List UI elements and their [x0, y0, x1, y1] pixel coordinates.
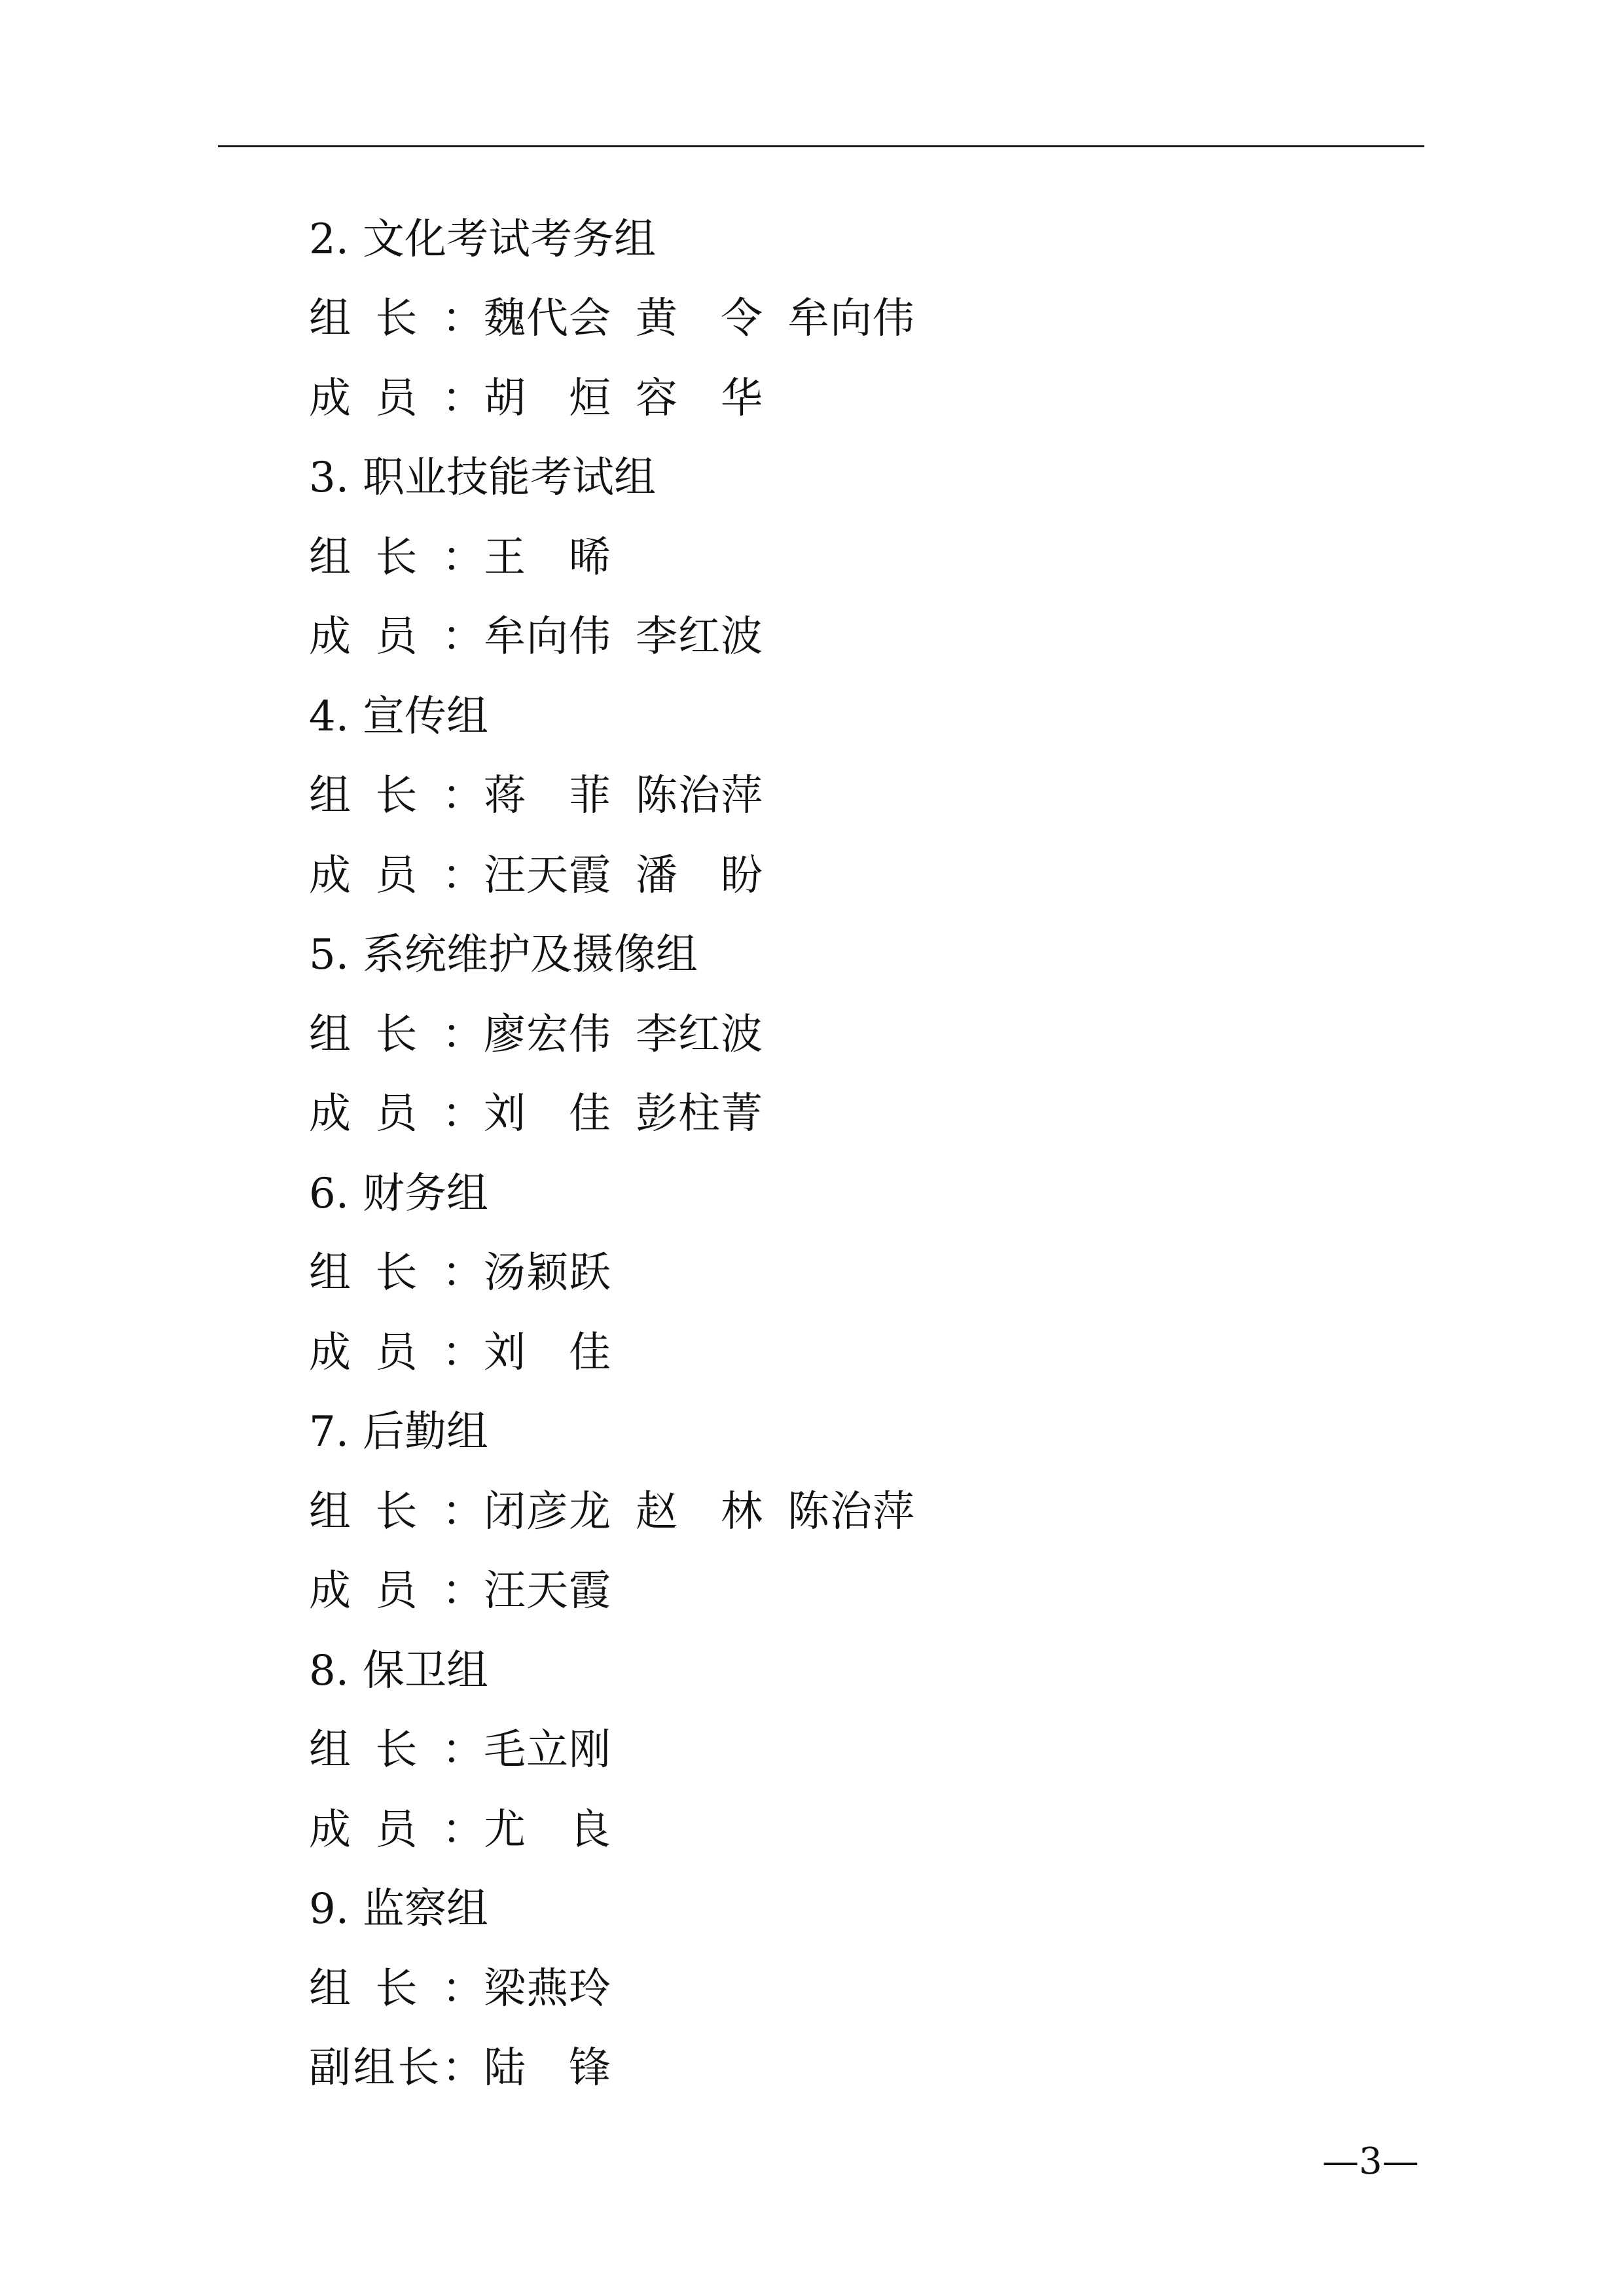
group-heading [309, 1631, 1422, 1711]
member-row [309, 1790, 1422, 1870]
member-row [309, 2029, 1422, 2109]
role-label: 成员： [309, 613, 484, 662]
role-label: 组长： [309, 1010, 484, 1059]
member-name: 黄令 [636, 295, 763, 344]
group-title: 保卫组 [363, 1646, 488, 1695]
header-rule [218, 145, 1424, 147]
member-name: 王晞 [484, 533, 611, 582]
member-name: 魏代会 [484, 295, 611, 344]
member-name: 汪天霞 [484, 1567, 611, 1616]
group-number: 5. [309, 931, 350, 980]
group-heading [309, 677, 1422, 757]
group-heading [309, 916, 1422, 996]
member-row [309, 1552, 1422, 1632]
group-heading [309, 1870, 1422, 1950]
role-label: 成员： [309, 1090, 484, 1139]
member-row [309, 1313, 1422, 1393]
role-label: 组长： [309, 1487, 484, 1536]
member-row [309, 1711, 1422, 1791]
member-row [309, 995, 1422, 1075]
group-title: 文化考试考务组 [363, 215, 656, 264]
member-name: 胡烜 [484, 374, 611, 423]
group-title: 后勤组 [363, 1408, 488, 1457]
role-label: 组长： [309, 533, 484, 582]
member-name: 陈治萍 [787, 1487, 914, 1536]
member-row [309, 1949, 1422, 2029]
group-number: 8. [309, 1646, 350, 1695]
member-name: 牟向伟 [787, 295, 914, 344]
member-name: 容华 [636, 374, 763, 423]
member-name: 潘盼 [636, 851, 763, 900]
member-row [309, 518, 1422, 598]
member-row [309, 1234, 1422, 1314]
member-name: 廖宏伟 [484, 1010, 611, 1059]
member-name: 刘佳 [484, 1328, 611, 1377]
member-row [309, 359, 1422, 439]
member-row [309, 836, 1422, 916]
member-name: 尤良 [484, 1805, 611, 1854]
role-label: 成员： [309, 1567, 484, 1616]
group-title: 宣传组 [363, 692, 488, 741]
member-name: 赵林 [636, 1487, 763, 1536]
member-name: 陆锋 [484, 2044, 611, 2093]
group-heading [309, 200, 1422, 279]
member-name: 陈治萍 [636, 772, 763, 821]
role-label: 成员： [309, 1328, 484, 1377]
member-row [309, 757, 1422, 836]
member-row [309, 598, 1422, 677]
group-number: 3. [309, 454, 350, 503]
group-title: 职业技能考试组 [363, 454, 656, 503]
group-title: 监察组 [363, 1885, 488, 1934]
member-name: 汤颖跃 [484, 1249, 611, 1298]
member-name: 彭柱菁 [636, 1090, 763, 1139]
group-number: 9. [309, 1885, 350, 1934]
member-name: 李红波 [636, 1010, 763, 1059]
role-label: 组长： [309, 1726, 484, 1775]
member-name: 汪天霞 [484, 851, 611, 900]
role-label: 组长： [309, 1249, 484, 1298]
group-heading [309, 439, 1422, 518]
group-number: 7. [309, 1408, 350, 1457]
member-name: 闭彦龙 [484, 1487, 611, 1536]
role-label: 组长： [309, 295, 484, 344]
group-title: 财务组 [363, 1169, 488, 1218]
member-name: 梁燕玲 [484, 1964, 611, 2013]
role-label: 副组长： [309, 2044, 484, 2093]
role-label: 成员： [309, 374, 484, 423]
group-heading [309, 1154, 1422, 1234]
group-number: 2. [309, 215, 350, 264]
member-name: 李红波 [636, 613, 763, 662]
member-name: 毛立刚 [484, 1726, 611, 1775]
member-row [309, 1075, 1422, 1155]
member-row [309, 1472, 1422, 1552]
page-number: —3— [1322, 2140, 1419, 2183]
member-name: 刘佳 [484, 1090, 611, 1139]
role-label: 组长： [309, 772, 484, 821]
member-row [309, 279, 1422, 359]
role-label: 成员： [309, 1805, 484, 1854]
member-name: 蒋菲 [484, 772, 611, 821]
group-number: 4. [309, 692, 350, 741]
role-label: 组长： [309, 1964, 484, 2013]
group-title: 系统维护及摄像组 [363, 931, 698, 980]
group-number: 6. [309, 1169, 350, 1218]
document-body [309, 200, 1422, 2108]
member-name: 牟向伟 [484, 613, 611, 662]
role-label: 成员： [309, 851, 484, 900]
group-heading [309, 1393, 1422, 1473]
